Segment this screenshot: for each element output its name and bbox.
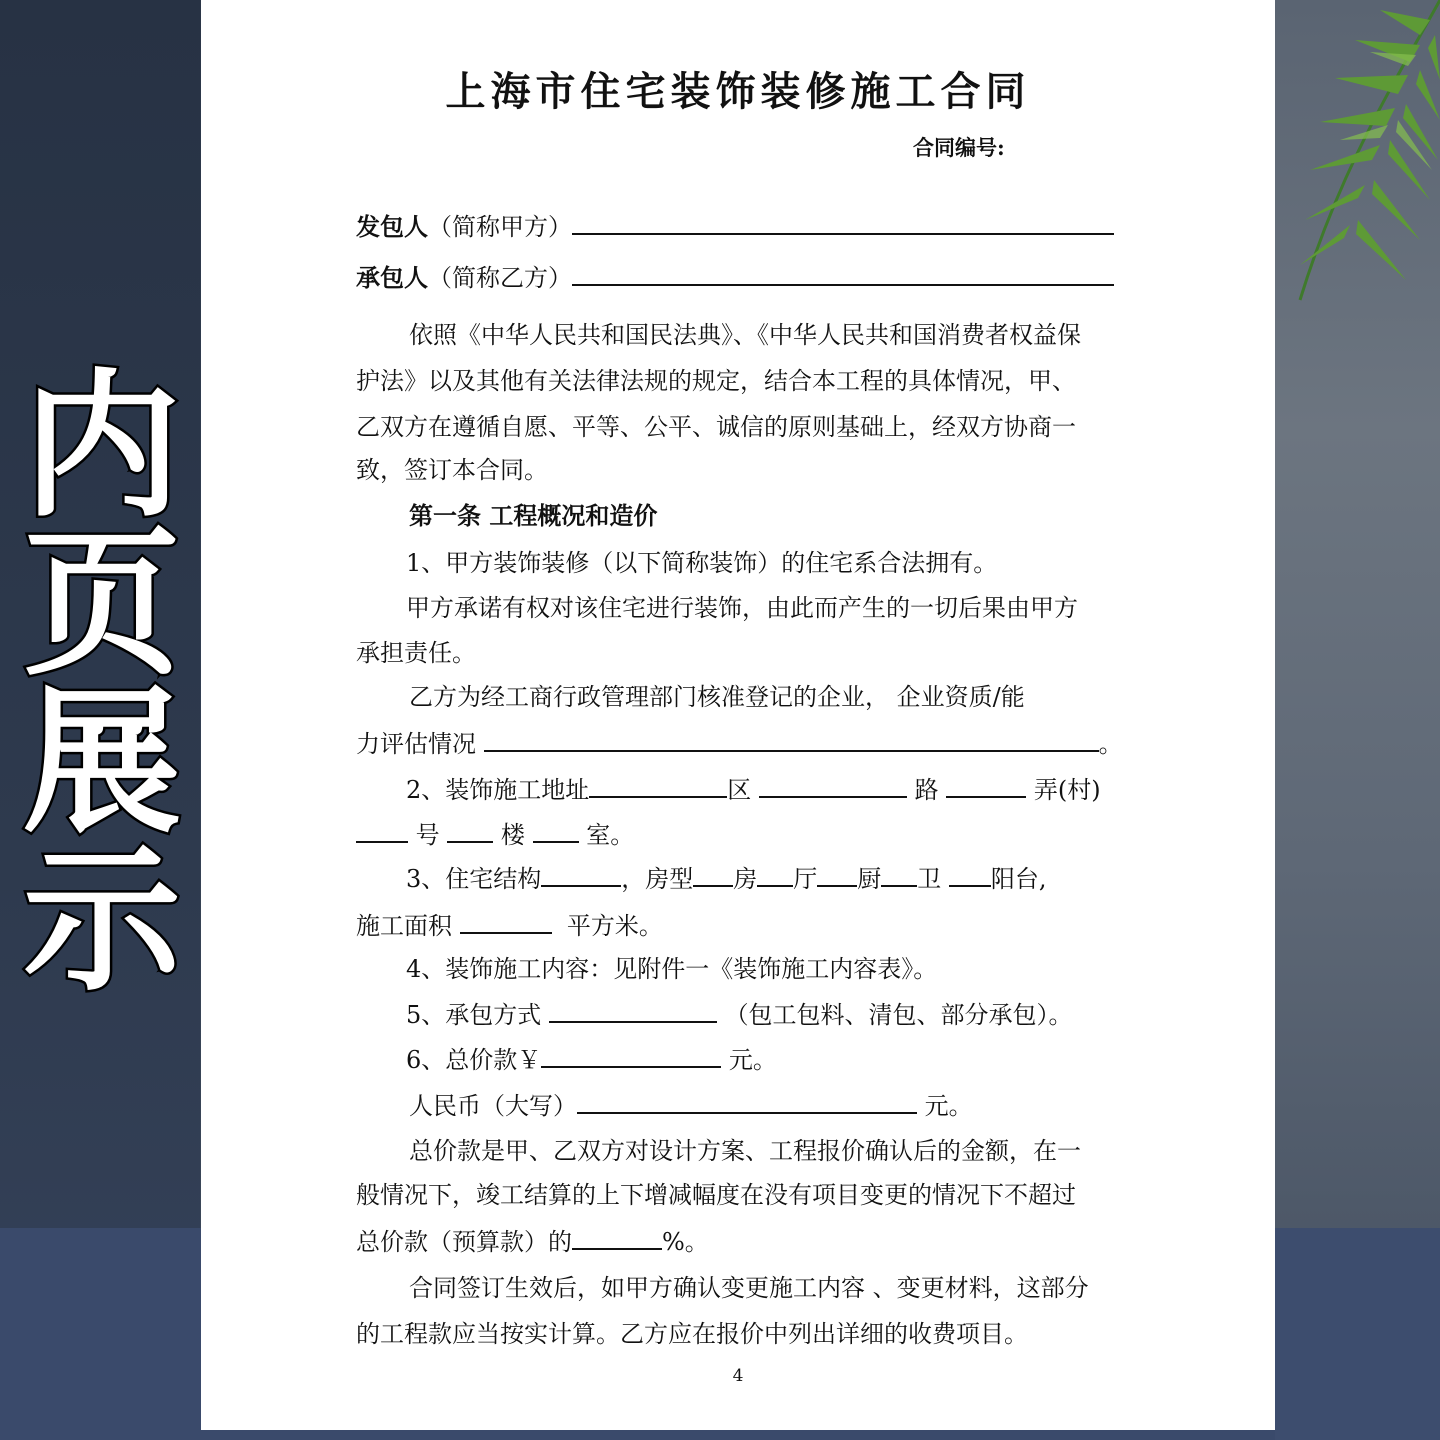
item2-building: 楼 — [500, 821, 525, 849]
item1-line-1: 1、甲方装饰装修（以下简称装饰）的住宅系合法拥有。 — [406, 549, 998, 577]
change-line-1: 合同签订生效后，如甲方确认变更施工内容 、变更材料，这部分 — [409, 1274, 1089, 1302]
party-a-line — [356, 212, 1156, 242]
structure-blank — [541, 867, 621, 887]
page-title: 上海市住宅装饰装修施工合同 — [445, 68, 1031, 115]
contract-mode-blank — [549, 1003, 717, 1023]
item3-line-2 — [356, 911, 1156, 941]
item1-line-5 — [356, 729, 1156, 759]
item3-kitchens: 厨 — [857, 865, 882, 893]
party-b-label: 承包人 — [356, 263, 428, 292]
party-a-note: （简称甲方） — [428, 213, 572, 241]
item6-label: 6、总价款￥ — [406, 1046, 542, 1074]
balcony-blank — [949, 867, 991, 887]
item2-address-label: 2、装饰施工地址 — [406, 776, 590, 804]
promo-char-3: 展 — [23, 671, 181, 855]
rmb-label: 人民币（大写） — [409, 1092, 577, 1120]
palm-leaf-icon — [1270, 0, 1440, 360]
area-blank — [460, 914, 552, 934]
item3-area-unit: 平方米。 — [566, 912, 663, 940]
rmb-unit: 元。 — [924, 1092, 973, 1120]
total-line-2: 般情况下，竣工结算的上下增减幅度在没有项目变更的情况下不超过 — [356, 1181, 1076, 1209]
address-blank-5 — [447, 823, 493, 843]
item2-road: 路 — [914, 776, 939, 804]
total-line-3 — [356, 1227, 1156, 1257]
background-right-bottom — [1275, 1228, 1440, 1440]
change-line-2: 的工程款应当按实计算。乙方应在报价中列出详细的收费项目。 — [356, 1320, 1028, 1348]
item1-assessment-label: 力评估情况 — [356, 730, 476, 758]
item5-options: （包工包料、清包、部分承包）。 — [724, 1001, 1073, 1029]
address-blank-2 — [759, 778, 907, 798]
address-blank-3 — [946, 778, 1026, 798]
total-price-blank — [541, 1048, 721, 1068]
promo-vertical-text — [22, 355, 182, 1013]
item2-room: 室。 — [586, 821, 635, 849]
item3-baths: 卫 — [917, 865, 942, 893]
assessment-blank — [484, 732, 1099, 752]
intro-line-4: 致，签订本合同。 — [356, 456, 548, 484]
item1-line-2: 甲方承诺有权对该住宅进行装饰，由此而产生的一切后果由甲方 — [406, 594, 1078, 622]
item1-assessment-end: 。 — [1098, 730, 1123, 758]
party-a-blank — [572, 215, 1114, 235]
item2-number: 号 — [415, 821, 440, 849]
address-blank-6 — [533, 823, 579, 843]
intro-line-3: 乙双方在遵循自愿、平等、公平、诚信的原则基础上，经双方协商一 — [356, 413, 1076, 441]
total-percent-unit: %。 — [662, 1228, 709, 1256]
party-b-note: （简称乙方） — [428, 264, 572, 292]
rmb-blank — [577, 1094, 917, 1114]
party-b-blank — [572, 266, 1114, 286]
intro-line-2: 护法》以及其他有关法律法规的规定，结合本工程的具体情况，甲、 — [356, 367, 1076, 395]
item3-line-1 — [406, 864, 1206, 894]
item3-rooms: 房 — [733, 865, 758, 893]
item2-line-2 — [356, 820, 1156, 850]
page-number: 4 — [732, 1366, 744, 1386]
total-percent-label: 总价款（预算款）的 — [356, 1228, 572, 1256]
rmb-line — [409, 1091, 1209, 1121]
rooms-blank — [693, 867, 733, 887]
item3-structure-label: 3、住宅结构 — [406, 865, 542, 893]
document-page — [201, 0, 1275, 1430]
baths-blank — [881, 867, 917, 887]
party-a-label: 发包人 — [356, 212, 428, 241]
item1-line-3: 承担责任。 — [356, 639, 476, 667]
percent-blank — [572, 1230, 662, 1250]
halls-blank — [757, 867, 793, 887]
promo-char-4: 示 — [23, 829, 181, 1013]
total-line-1: 总价款是甲、乙双方对设计方案、工程报价确认后的金额，在一 — [409, 1137, 1081, 1165]
item5-label: 5、承包方式 — [406, 1001, 542, 1029]
article-1-heading: 第一条 工程概况和造价 — [409, 501, 658, 530]
item6-line — [406, 1045, 1206, 1075]
address-blank-4 — [356, 823, 408, 843]
item2-district: 区 — [727, 776, 752, 804]
item2-line-1 — [406, 775, 1206, 805]
contract-number-label: 合同编号: — [913, 135, 1005, 160]
intro-line-1: 依照《中华人民共和国民法典》、《中华人民共和国消费者权益保 — [409, 321, 1081, 349]
kitchens-blank — [817, 867, 857, 887]
item3-area-label: 施工面积 — [356, 912, 452, 940]
item4-line: 4、装饰施工内容：见附件一《装饰施工内容表》。 — [406, 955, 938, 983]
item1-line-4: 乙方为经工商行政管理部门核准登记的企业， 企业资质/能 — [409, 683, 1025, 711]
address-blank-1 — [589, 778, 727, 798]
promo-char-1: 内 — [23, 355, 181, 539]
item3-balcony: 阳台, — [990, 865, 1047, 893]
party-b-line — [356, 263, 1156, 293]
item3-layout-label: ，房型 — [621, 865, 694, 893]
item3-halls: 厅 — [793, 865, 818, 893]
item5-line — [406, 1000, 1206, 1030]
promo-char-2: 页 — [23, 513, 181, 697]
item6-unit: 元。 — [728, 1046, 777, 1074]
item2-lane: 弄(村) — [1033, 776, 1101, 804]
